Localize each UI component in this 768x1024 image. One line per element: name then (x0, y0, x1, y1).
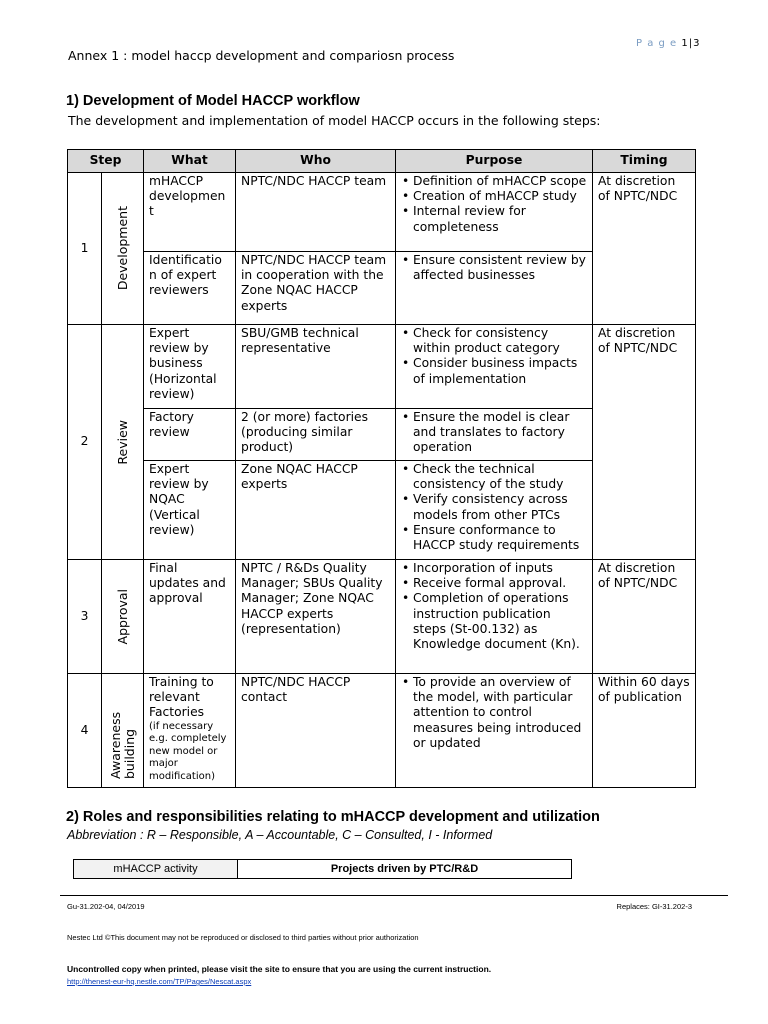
what-cell: Identificatio n of expert reviewers (144, 252, 236, 325)
who-cell: Zone NQAC HACCP experts (236, 461, 396, 560)
timing-cell: At discretion of NPTC/NDC (593, 560, 696, 674)
purpose-item: • To provide an overview of the model, with particular attention to control measures being introduced or updated (413, 675, 587, 751)
replaces-note: Replaces: GI-31.202-3 (616, 902, 692, 911)
page-separator: | (688, 38, 694, 49)
purpose-item: • Check the technical consistency of the study (413, 462, 587, 492)
doc-id: Gu-31.202-04, 04/2019 (67, 902, 145, 911)
purpose-item: • Check for consistency within product category (413, 326, 587, 356)
phase-label: Review (114, 419, 130, 465)
purpose-cell (396, 560, 593, 674)
section2-heading: 2) Roles and responsibilities relating to mHACCP development and utilization (66, 809, 600, 825)
timing-cell: Within 60 days of publication (593, 674, 696, 788)
section1-intro: The development and implementation of model HACCP occurs in the following steps: (68, 113, 601, 128)
timing-cell: At discretion of NPTC/NDC (593, 325, 696, 560)
timing-cell: At discretion of NPTC/NDC (593, 173, 696, 325)
activity-label: mHACCP activity (74, 860, 238, 878)
table-row (68, 325, 696, 409)
purpose-item: • Internal review for completeness (413, 204, 587, 234)
purpose-cell (396, 325, 593, 409)
section1-heading: 1) Development of Model HACCP workflow (66, 93, 360, 109)
purpose-cell (396, 252, 593, 325)
table-row (68, 560, 696, 674)
purpose-item: • Ensure the model is clear and translates to factory operation (413, 410, 587, 456)
page-total: 3 (693, 38, 701, 49)
header-who: Who (236, 150, 396, 173)
workflow-table (67, 149, 696, 788)
copyright-note: Nestec Ltd ©This document may not be reproduced or disclosed to third parties without prior authorization (67, 933, 419, 942)
who-cell: NPTC/NDC HACCP contact (236, 674, 396, 788)
annex-title: Annex 1 : model haccp development and compariosn process (68, 48, 455, 63)
header-timing: Timing (593, 150, 696, 173)
header-purpose: Purpose (396, 150, 593, 173)
step-number: 1 (68, 173, 102, 325)
what-note: (if necessary e.g. completely new model or major modification) (149, 720, 227, 782)
abbreviation-note: Abbreviation : R – Responsible, A – Accountable, C – Consulted, I - Informed (67, 828, 493, 842)
what-cell: Expert review by NQAC (Vertical review) (144, 461, 236, 560)
footer-divider (60, 895, 728, 896)
step-number: 4 (68, 674, 102, 788)
what-cell: Final updates and approval (144, 560, 236, 674)
purpose-item: • Ensure conformance to HACCP study requirements (413, 523, 587, 553)
what-cell: Expert review by business (Horizontal review) (144, 325, 236, 409)
nescat-link[interactable]: http://thenest-eur-hq.nestle.com/TP/Pages/Nescat.aspx (67, 977, 252, 986)
header-step: Step (68, 150, 144, 173)
phase-cell (102, 560, 144, 674)
purpose-item: • Completion of operations instruction publication steps (St-00.132) as Knowledge document (Kn). (413, 591, 587, 652)
what-cell: mHACCP developmen t (144, 173, 236, 252)
purpose-cell (396, 674, 593, 788)
page-number (636, 38, 701, 49)
purpose-cell (396, 461, 593, 560)
purpose-item: • Incorporation of inputs (413, 561, 587, 576)
who-cell: NPTC/NDC HACCP team in cooperation with the Zone NQAC HACCP experts (236, 252, 396, 325)
uncontrolled-note: Uncontrolled copy when printed, please visit the site to ensure that you are using the current instruction. (67, 964, 492, 974)
phase-cell (102, 173, 144, 325)
phase-cell (102, 674, 144, 788)
who-cell: NPTC/NDC HACCP team (236, 173, 396, 252)
step-number: 3 (68, 560, 102, 674)
table-header-row (68, 150, 696, 173)
purpose-item: • Receive formal approval. (413, 576, 587, 591)
purpose-item: • Creation of mHACCP study (413, 189, 587, 204)
what-text: Training to relevant Factories (149, 675, 214, 720)
purpose-item: • Ensure consistent review by affected businesses (413, 253, 587, 283)
phase-label: Awareness building (107, 711, 137, 779)
who-cell: 2 (or more) factories (producing similar product) (236, 409, 396, 461)
phase-label: Approval (114, 588, 130, 645)
page-label: P a g e (636, 38, 678, 49)
table-row (68, 674, 696, 788)
what-cell: Factory review (144, 409, 236, 461)
who-cell: NPTC / R&Ds Quality Manager; SBUs Quality Manager; Zone NQAC HACCP experts (representation) (236, 560, 396, 674)
page-current: 1 (681, 38, 689, 49)
step-number: 2 (68, 325, 102, 560)
phase-label: Development (114, 206, 130, 291)
table-row (68, 173, 696, 252)
phase-cell (102, 325, 144, 560)
who-cell: SBU/GMB technical representative (236, 325, 396, 409)
projects-label: Projects driven by PTC/R&D (330, 863, 479, 875)
purpose-item: • Consider business impacts of implementation (413, 356, 587, 386)
what-cell (144, 674, 236, 788)
header-what: What (144, 150, 236, 173)
purpose-item: • Definition of mHACCP scope (413, 174, 587, 189)
purpose-item: • Verify consistency across models from other PTCs (413, 492, 587, 522)
purpose-cell (396, 409, 593, 461)
purpose-cell (396, 173, 593, 252)
roles-table-header (73, 859, 572, 879)
